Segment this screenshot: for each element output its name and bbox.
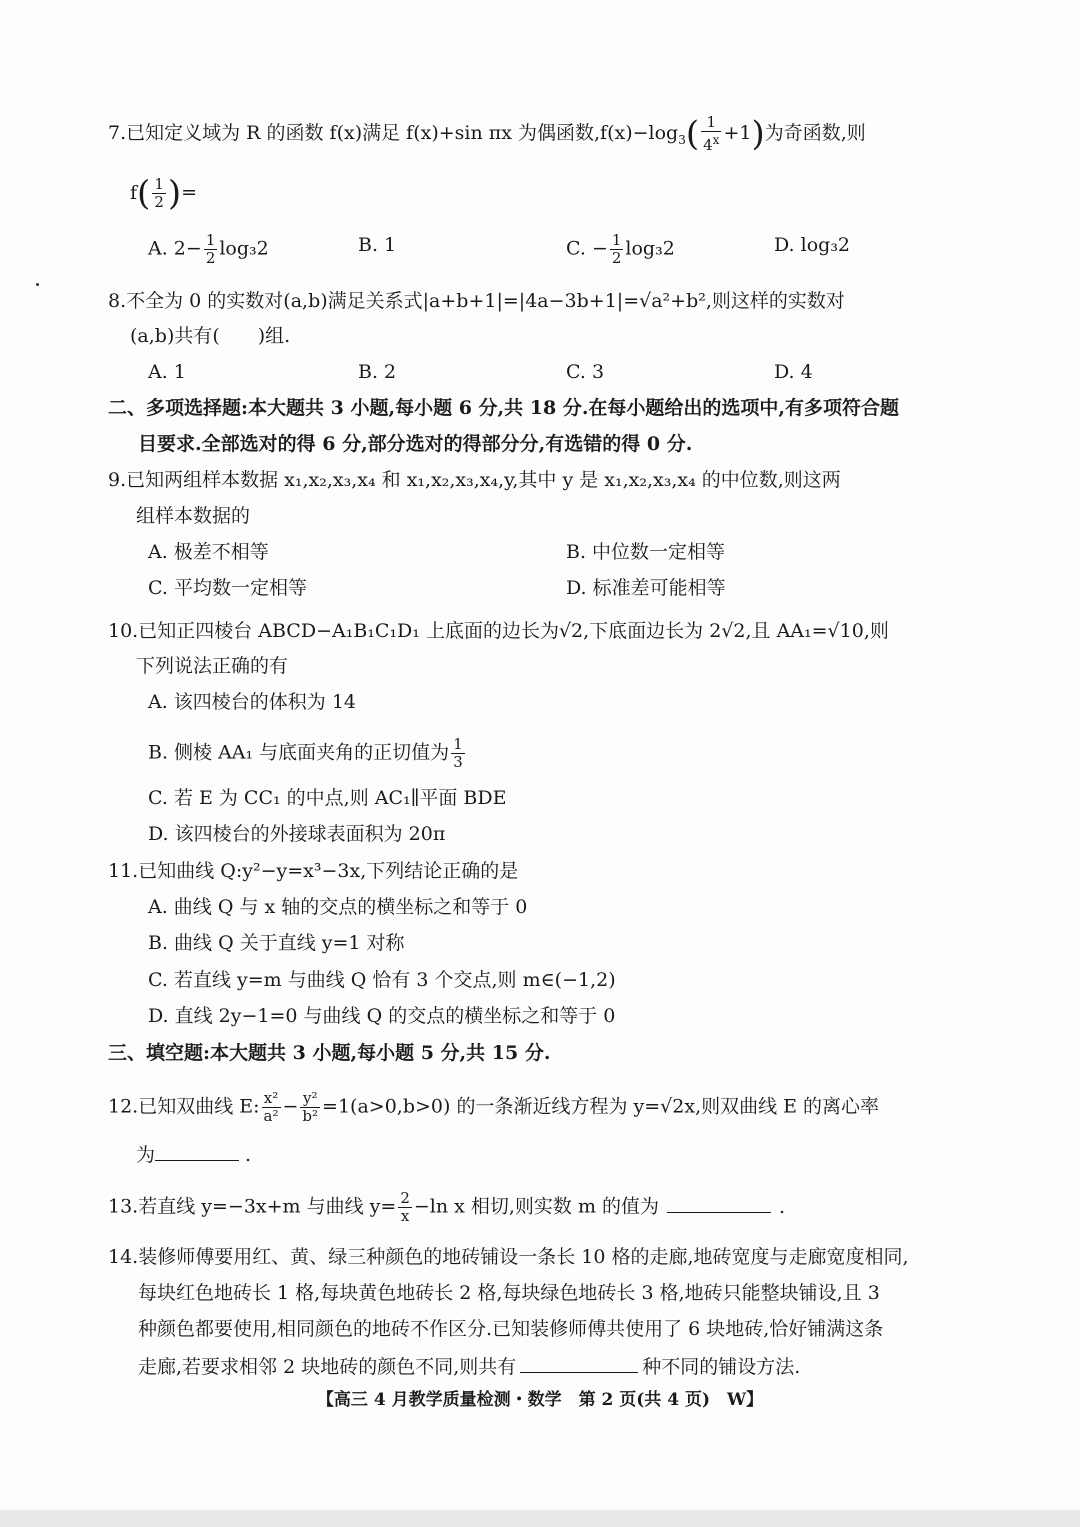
q8-option-c: C. 3 <box>566 361 605 383</box>
q7-option-c <box>566 232 675 267</box>
q14-line1: 14.装修师傅要用红、黄、绿三种颜色的地砖铺设一条长 10 格的走廊,地砖宽度与走廊宽度相同, <box>108 1246 909 1268</box>
q8-option-b: B. 2 <box>358 361 397 383</box>
q11-option-b: B. 曲线 Q 关于直线 y=1 对称 <box>148 932 405 954</box>
q13-post: −ln x 相切,则实数 m 的值为 <box>413 1195 660 1218</box>
q7-line2-fraction <box>152 176 166 211</box>
q12-line1 <box>108 1090 978 1125</box>
q9-option-b: B. 中位数一定相等 <box>566 541 726 563</box>
q7-stem-a: 7.已知定义域为 R 的函数 f(x)满足 f(x)+sin πx 为偶函数,f(x)−log <box>108 122 679 144</box>
q10-option-a: A. 该四棱台的体积为 14 <box>148 691 357 713</box>
q14-line4-pre: 走廊,若要求相邻 2 块地砖的颜色不同,则共有 <box>138 1356 517 1378</box>
q12-pre: 12.已知双曲线 E: <box>108 1095 260 1118</box>
q7-line2-num: 1 <box>154 175 164 193</box>
q10-line2: 下列说法正确的有 <box>136 655 289 677</box>
q7-f: f <box>130 181 138 204</box>
q11-option-d: D. 直线 2y−1=0 与曲线 Q 的交点的横坐标之和等于 0 <box>148 1005 616 1027</box>
q13-end: . <box>779 1195 786 1218</box>
q12-post: =1(a>0,b>0) 的一条渐近线方程为 y=√2x,则双曲线 E 的离心率 <box>322 1095 880 1118</box>
q8-option-a: A. 1 <box>148 361 186 383</box>
q7-eq: = <box>181 181 198 204</box>
scan-speck <box>36 283 39 286</box>
q7-stem-b: 为奇函数,则 <box>764 122 866 144</box>
q12-f1-num: x² <box>262 1090 281 1108</box>
page-footer: 【高三 4 月教学质量检测・数学 第 2 页(共 4 页) W】 <box>316 1390 764 1410</box>
q8-line1: 8.不全为 0 的实数对(a,b)满足关系式|a+b+1|=|4a−3b+1|=√a²+b²,则这样的实数对 <box>108 290 845 312</box>
q7-log-base: 3 <box>678 132 686 147</box>
q14-line3: 种颜色都要使用,相同颜色的地砖不作区分.已知装修师傅共使用了 6 块地砖,恰好铺满这条 <box>138 1318 884 1340</box>
q12-f2-den: b² <box>302 1107 319 1125</box>
q7-option-d: D. log₃2 <box>774 234 851 256</box>
q7-optA-den: 2 <box>205 249 216 267</box>
q12-f2-num: y² <box>300 1090 320 1108</box>
q7-optC-pre: C. − <box>566 237 608 260</box>
q12-minus: − <box>282 1095 299 1118</box>
q7-optA-post: log₃2 <box>219 237 269 260</box>
q13-line <box>108 1190 978 1225</box>
q10-optB-num: 1 <box>453 735 463 753</box>
section2-heading-cont: 目要求.全部选对的得 6 分,部分选对的得部分分,有选错的得 0 分. <box>138 433 693 455</box>
q13-frac <box>398 1190 412 1225</box>
q13-pre: 13.若直线 y=−3x+m 与曲线 y= <box>108 1195 397 1218</box>
q10-optB-pre: B. 侧棱 AA₁ 与底面夹角的正切值为 <box>148 741 450 764</box>
q8-option-d: D. 4 <box>774 361 813 383</box>
q7-optA-num: 1 <box>205 231 216 249</box>
q11-line1: 11.已知曲线 Q:y²−y=x³−3x,下列结论正确的是 <box>108 860 519 882</box>
q7-optC-post: log₃2 <box>625 237 675 260</box>
q10-option-c: C. 若 E 为 CC₁ 的中点,则 AC₁∥平面 BDE <box>148 787 507 809</box>
section3-heading: 三、填空题:本大题共 3 小题,每小题 5 分,共 15 分. <box>108 1042 551 1064</box>
q7-optA-pre: A. 2− <box>148 237 202 260</box>
q12-line2-pre: 为 <box>136 1144 156 1166</box>
q10-line1: 10.已知正四棱台 ABCD−A₁B₁C₁D₁ 上底面的边长为√2,下底面边长为 2√2,且 AA₁=√10,则 <box>108 620 889 642</box>
q9-option-d: D. 标准差可能相等 <box>566 577 726 599</box>
q7-optC-num: 1 <box>611 231 622 249</box>
q10-option-d: D. 该四棱台的外接球表面积为 20π <box>148 823 446 845</box>
q7-optC-frac <box>610 232 624 267</box>
q7-optA-frac <box>204 232 218 267</box>
q7-plus-one: +1 <box>723 122 752 144</box>
q12-f1-den: a² <box>263 1107 279 1125</box>
q13-answer-blank[interactable] <box>667 1192 771 1213</box>
q10-option-b <box>148 736 467 771</box>
q12-answer-blank[interactable] <box>155 1140 239 1161</box>
q7-option-a <box>148 232 269 267</box>
q7-line2-den: 2 <box>154 193 164 211</box>
q13-f-num: 2 <box>400 1189 410 1207</box>
q12-frac-y <box>300 1090 320 1125</box>
q14-answer-blank[interactable] <box>520 1352 638 1373</box>
q10-optB-frac <box>451 736 465 771</box>
q13-f-den: x <box>400 1207 410 1225</box>
q14-line2: 每块红色地砖长 1 格,每块黄色地砖长 2 格,每块绿色地砖长 3 格,地砖只能整块铺设,且 3 <box>138 1282 880 1304</box>
q12-frac-x <box>262 1090 281 1125</box>
q7-frac-den: 4 <box>703 136 713 154</box>
q9-line2: 组样本数据的 <box>136 505 251 527</box>
q7-fraction <box>701 114 721 154</box>
q7-option-b: B. 1 <box>358 234 397 256</box>
q11-option-c: C. 若直线 y=m 与曲线 Q 恰有 3 个交点,则 m∈(−1,2) <box>148 969 616 991</box>
q10-optB-den: 3 <box>453 753 463 771</box>
q7-line2: f( $\frac{1}{2}$ )= <box>108 176 978 211</box>
q7-optC-den: 2 <box>611 249 622 267</box>
q14-line4 <box>138 1352 1008 1380</box>
q11-option-a: A. 曲线 Q 与 x 轴的交点的横坐标之和等于 0 <box>148 896 528 918</box>
q9-option-a: A. 极差不相等 <box>148 541 269 563</box>
q12-line2-post: . <box>245 1144 252 1166</box>
q14-line4-post: 种不同的铺设方法. <box>642 1356 801 1378</box>
q7-frac-exp: x <box>712 133 720 147</box>
q9-line1: 9.已知两组样本数据 x₁,x₂,x₃,x₄ 和 x₁,x₂,x₃,x₄,y,其中 y 是 x₁,x₂,x₃,x₄ 的中位数,则这两 <box>108 469 841 491</box>
q7-frac-num: 1 <box>701 114 721 132</box>
scan-bottom-band <box>0 1510 1080 1527</box>
q8-line2: (a,b)共有( )组. <box>130 325 291 347</box>
section2-heading: 二、多项选择题:本大题共 3 小题,每小题 6 分,共 18 分.在每小题给出的选项中,有多项符合题 <box>108 397 900 419</box>
q9-option-c: C. 平均数一定相等 <box>148 577 307 599</box>
q7-stem: 7.已知定义域为 R 的函数 f(x)满足 f(x)+sin πx 为偶函数$,f(x)-\log_3$( $\frac{1}{4^x}$ +1)为奇函数,则 <box>108 113 866 154</box>
q12-line2 <box>136 1140 1006 1168</box>
